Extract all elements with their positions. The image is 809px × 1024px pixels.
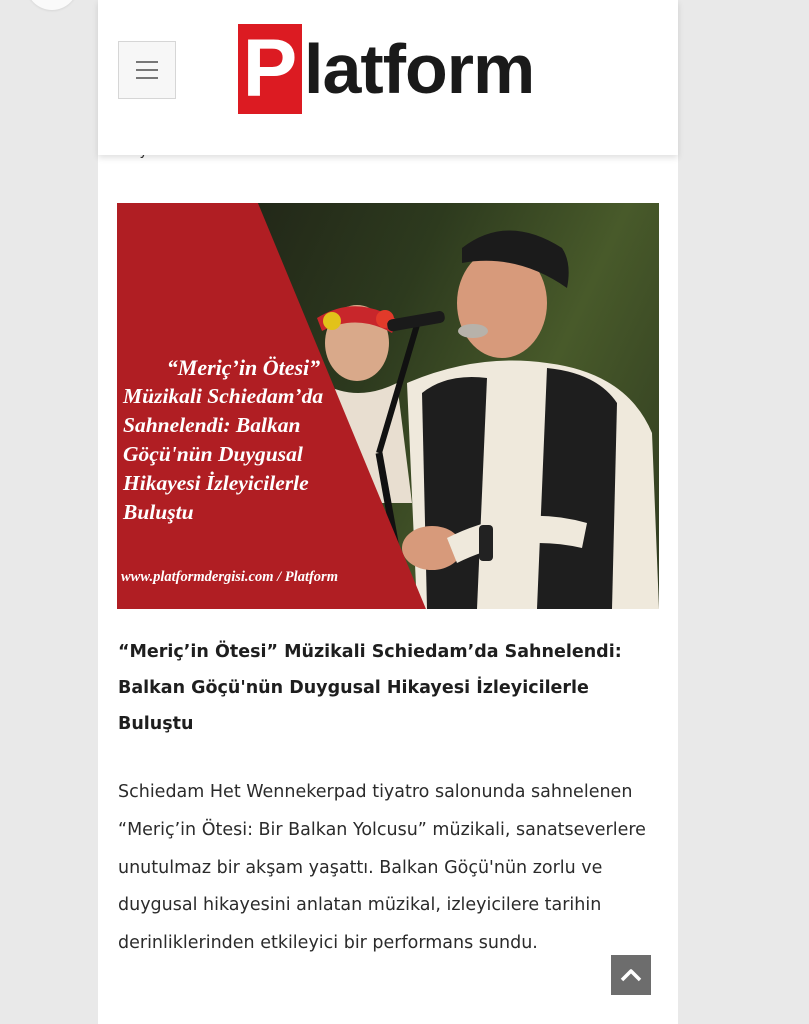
logo-wordmark: latform bbox=[304, 30, 535, 108]
hero-line: “Meriç’in Ötesi” bbox=[166, 355, 321, 380]
article-page bbox=[98, 0, 678, 1024]
scroll-to-top-button[interactable] bbox=[611, 955, 651, 995]
hero-line: Göçü'nün Duygusal bbox=[123, 442, 303, 466]
site-header bbox=[98, 0, 678, 155]
hero-line: Sahnelendi: Balkan bbox=[123, 413, 301, 437]
hero-headline bbox=[123, 353, 358, 527]
hamburger-menu-icon[interactable] bbox=[118, 41, 176, 99]
platform-logo[interactable] bbox=[238, 24, 534, 114]
hero-line: Buluştu bbox=[123, 500, 194, 524]
logo-initial: P bbox=[238, 24, 302, 114]
chevron-up-icon bbox=[620, 968, 642, 982]
corner-tab-button[interactable] bbox=[26, 0, 78, 10]
article-hero-image bbox=[117, 203, 659, 609]
hero-line: Hikayesi İzleyicilerle bbox=[123, 471, 309, 495]
article-body: Schiedam Het Wennekerpad tiyatro salonunda sahnelenen “Meriç’in Ötesi: Bir Balkan Yolcusu” müzikali, sanatseverlere unutulmaz bir akşam yaşattı. Balkan Göçü'nün zorlu ve duygusal hikayesini anlatan müzikal, izleyicilere tarihin derinliklerinden etkileyici bir performans sundu. bbox=[118, 782, 646, 954]
article-title: “Meriç’in Ötesi” Müzikali Schiedam’da Sahnelendi: Balkan Göçü'nün Duygusal Hikayesi İzleyicilerle Buluştu bbox=[118, 642, 622, 734]
hero-line: Müzikali Schiedam’da bbox=[123, 384, 324, 408]
hero-url-caption: www.platformdergisi.com / Platform bbox=[121, 569, 338, 585]
